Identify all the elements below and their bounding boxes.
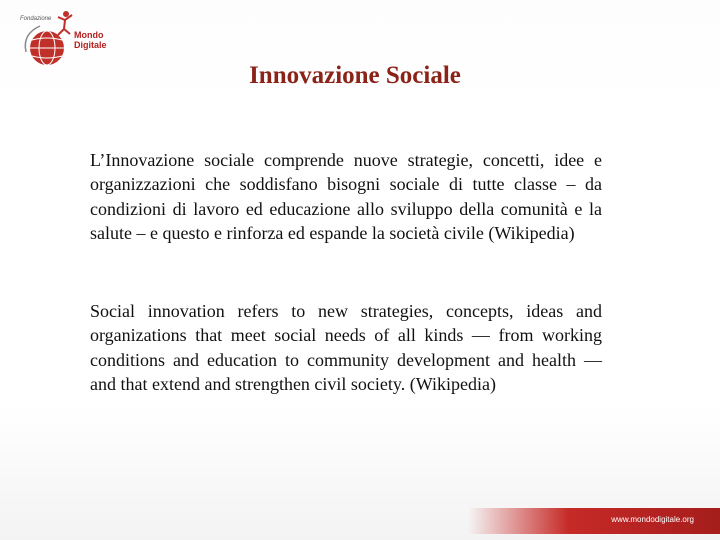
logo-name: Mondo Digitale — [74, 30, 107, 50]
footer-url: www.mondodigitale.org — [611, 515, 694, 524]
paragraph-english: Social innovation refers to new strategies, concepts, ideas and organizations that meet social needs of all kinds — from working conditions and education to community development and health — and that extend and strengthen civil society. (Wikipedia) — [90, 301, 602, 395]
logo-tagline: Fondazione — [20, 16, 52, 22]
paragraph-italian: L’Innovazione sociale comprende nuove strategie, concetti, idee e organizzazioni che soddisfano bisogni sociale di tutte classe – da condizioni di lavoro ed educazione allo sviluppo della comunità e la salute – e questo e rinforza ed espande la società civile (Wikipedia) — [90, 150, 602, 244]
slide-title: Innovazione Sociale — [249, 62, 461, 89]
footer-bar — [468, 508, 720, 534]
